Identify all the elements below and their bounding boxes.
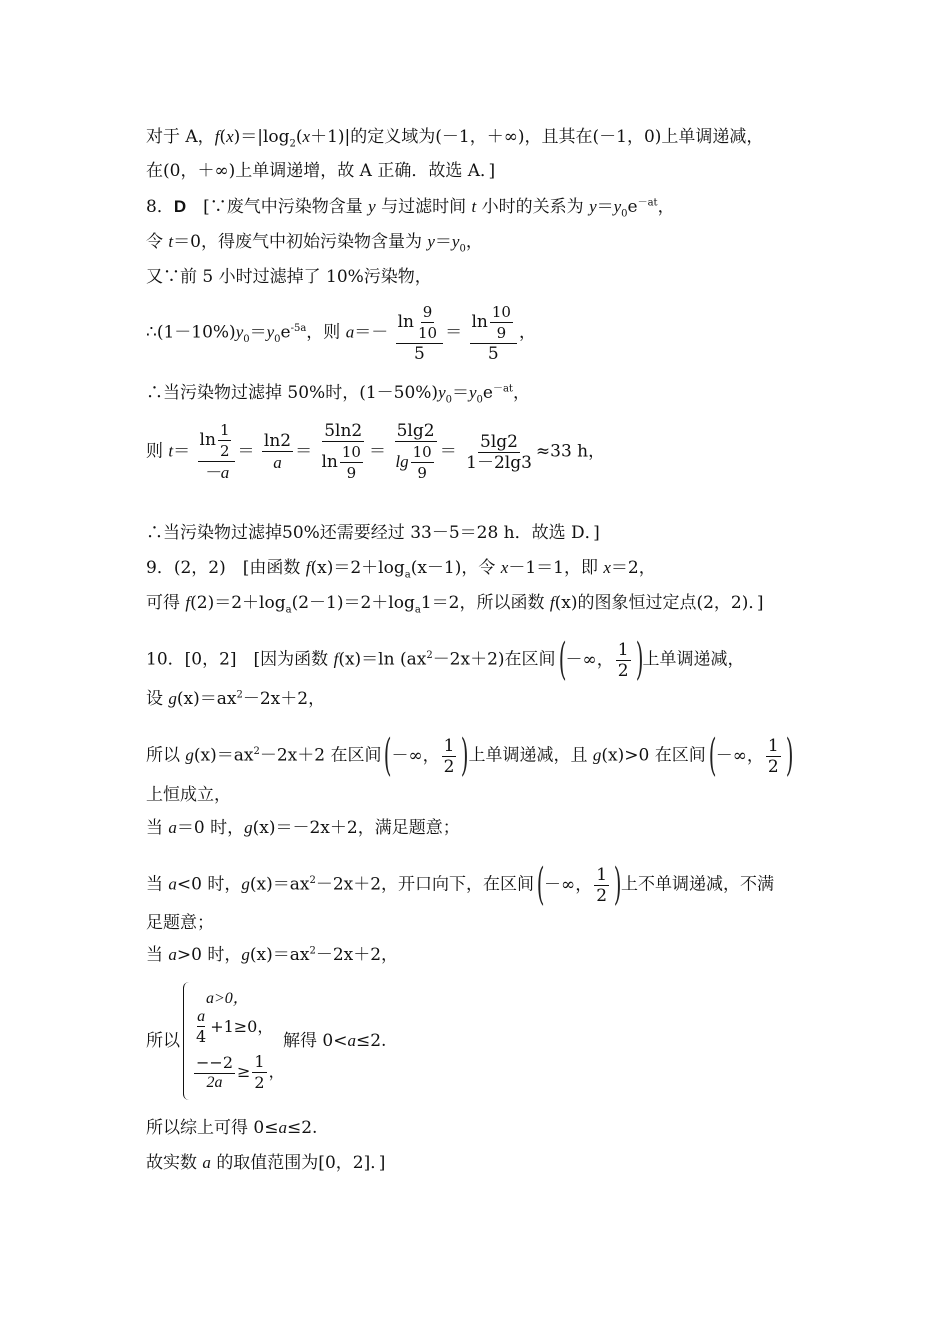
line-21: 所以综上可得 0≤a≤2. xyxy=(146,1118,318,1138)
line-10: 9．(2，2) [由函数 $f(x)=2+\log_a(x-1)$，令 x－1＝1，即 x＝2， xyxy=(146,558,656,581)
fraction-5ln2-over-ln10-9: 5ln2 ln $\frac{10}{9}$ xyxy=(321,421,363,482)
line-3: 8．D [∵废气中污染物含量 y 与过滤时间 t 小时的关系为 $y=y_0e^{-at}$， xyxy=(146,197,675,220)
line-16: 当 a＝0 时，g(x)＝－2x＋2，满足题意； xyxy=(146,818,460,838)
line-20-label: 所以 xyxy=(146,1031,180,1051)
fraction-ln2-over-a: $\frac{\ln 2}{a}$ xyxy=(263,430,292,472)
line-8: 则 t＝ ln $\frac{1}{2}$ －a ＝ $\frac{\ln 2}{a}$ ＝ 5ln2 ln $\frac{10}{9}$ ＝ 5lg2 lg $\frac{10}{9}$ ＝ $\frac{5\lg 2}{1-2\lg 3}$ ≈33 h， xyxy=(146,421,606,482)
interval-neg-inf-half: ( －∞， 1 2 ) xyxy=(708,730,794,781)
line-2: 在(0，＋∞)上单调递增，故 A 正确．故选 A．] xyxy=(146,161,496,181)
line-18: 足题意； xyxy=(146,913,214,933)
line-1: 对于 A，$f(x)=|\log_2(x+1)|$的定义域为(－1，＋∞)，且其在(－1，0)上单调递减， xyxy=(146,127,764,150)
line-12: 10．[0，2] [因为函数 f(x)＝ln $(ax^2-2x+2)$在区间 ( －∞， 1 2 ) 上单调递减， xyxy=(146,634,745,685)
fraction-ln9-10-over-5: ln $\frac{9}{10}$ 5 xyxy=(396,302,443,364)
system-row-2: $\frac{a}{4}$ +1≥0， xyxy=(196,1008,274,1046)
line-19: 当 a>0 时，$g(x)=ax^2-2x+2$， xyxy=(146,945,399,965)
line-4: 令 t＝0，得废气中初始污染物含量为 $y=y_0$， xyxy=(146,232,483,255)
system-brace xyxy=(183,982,192,1100)
line-17: 当 a<0 时，$g(x)=ax^2-2x+2$，开口向下，在区间 ( －∞， 1 2 ) 上不单调递减，不满 xyxy=(146,859,775,910)
interval-neg-inf-half: ( －∞， 1 2 ) xyxy=(536,859,622,910)
line-14: 所以 $g(x)=ax^2-2x+2$ 在区间 ( －∞， 1 2 ) 上单调递减，且 g(x)>0 在区间 ( －∞， 1 2 ) xyxy=(146,730,794,781)
line-15: 上恒成立， xyxy=(146,785,231,805)
fraction-5lg2-over-lg10-9: 5lg2 lg $\frac{10}{9}$ xyxy=(395,421,435,482)
system-row-1: a>0， xyxy=(206,990,249,1007)
system-row-3: $\frac{--2}{2a}$ ≥ $\frac{1}{2}$ ， xyxy=(196,1052,285,1092)
line-6: $\therefore(1-10\%)y_0=y_0e^{-5a}$，则 a＝－ ln $\frac{9}{10}$ 5 ＝ ln $\frac{10}{9}$ 5 ， xyxy=(146,303,536,364)
interval-neg-inf-half: ( －∞， 1 2 ) xyxy=(384,730,469,781)
line-13: 设 $g(x)=ax^2-2x+2$， xyxy=(146,689,326,709)
line-11: 可得 $f(2)=2+\log_a(2-1)=2+\log_a1=2$，所以函数 f(x)的图象恒过定点(2，2)．] xyxy=(146,593,764,616)
line-5: 又∵前 5 小时过滤掉了 10%污染物， xyxy=(146,267,432,287)
line-22: 故实数 a 的取值范围为[0，2]．] xyxy=(146,1153,386,1173)
fraction-ln10-9-over-5: ln $\frac{10}{9}$ 5 xyxy=(470,302,517,364)
fraction-ln-half-over-neg-a: ln $\frac{1}{2}$ －a xyxy=(198,420,236,484)
fraction-5lg2-over-1-2lg3: $\frac{5\lg 2}{1-2\lg 3}$ xyxy=(466,431,532,473)
line-9: ∴当污染物过滤掉50%还需要经过 33－5＝28 h．故选 D．] xyxy=(146,523,600,543)
interval-neg-inf-half: ( －∞， 1 2 ) xyxy=(558,634,644,685)
line-20-result: 解得 0<a≤2. xyxy=(283,1031,387,1051)
line-7: ∴当污染物过滤掉 50%时，$(1-50\%)y_0=y_0e^{-at}$， xyxy=(146,383,530,406)
